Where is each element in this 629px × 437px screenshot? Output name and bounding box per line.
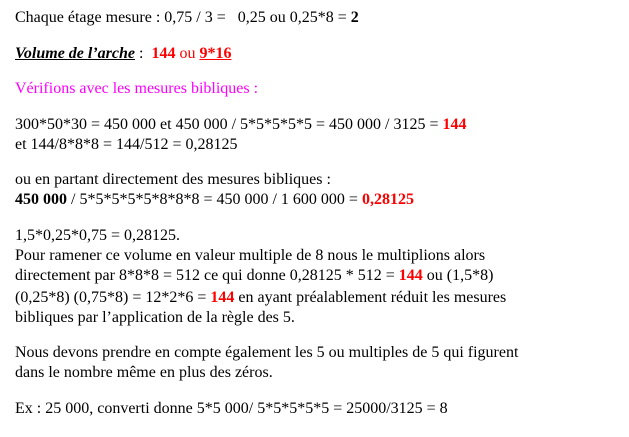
produit-tail: en ayant préalablement réduit les mesures [234, 289, 507, 306]
ramener-text: Pour ramener ce volume en valeur multiple de 8 nous le multiplions alors [15, 247, 486, 264]
line-zeros [15, 363, 273, 383]
volume-product: 9*16 [199, 45, 232, 62]
calc3-start: 450 000 [15, 191, 67, 208]
line-en-partant [15, 170, 331, 190]
line-calcul-1 [15, 115, 467, 135]
calc2-text: et 144/8*8*8 = 144/512 = 0,28125 [15, 136, 238, 153]
line-exemple [15, 399, 448, 419]
line-volume-arche [15, 44, 231, 64]
verifions-text: Vérifions avec les mesures bibliques : [15, 80, 259, 97]
directement-result: 144 [398, 267, 423, 284]
line-nous-devons [15, 343, 518, 363]
volume-value: 144 [151, 45, 176, 62]
regle-text: bibliques par l’application de la règle des 5. [15, 309, 295, 326]
volume-sep: : [135, 45, 152, 62]
produit-text: (0,25*8) (0,75*8) = 12*2*6 = [15, 289, 211, 306]
zeros-text: dans le nombre même en plus des zéros. [15, 364, 273, 381]
line-etage [15, 8, 359, 28]
line-directement [15, 266, 493, 286]
directement-text: directement par 8*8*8 = 512 ce qui donne 0,28125 * 512 = [15, 267, 399, 284]
calc1-result: 144 [442, 116, 467, 133]
volume-heading: Volume de l’arche [15, 45, 135, 62]
line-verifions [15, 79, 258, 99]
partant-text: ou en partant directement des mesures bibliques : [15, 171, 331, 188]
calc4-text: 1,5*0,25*0,75 = 0,28125. [15, 227, 181, 244]
line-calcul-3 [15, 190, 414, 210]
etage-text: Chaque étage mesure : 0,75 / 3 = 0,25 ou 0,25*8 = [15, 9, 351, 26]
calc3-text: / 5*5*5*5*5*8*8*8 = 450 000 / 1 600 000 = [67, 191, 362, 208]
line-regle [15, 308, 295, 328]
volume-or: ou [175, 45, 200, 62]
line-produit [15, 288, 506, 308]
calc3-result: 0,28125 [361, 191, 414, 208]
line-calcul-2 [15, 135, 237, 155]
produit-result: 144 [210, 289, 235, 306]
exemple-text: Ex : 25 000, converti donne 5*5 000/ 5*5*5*5*5 = 25000/3125 = 8 [15, 400, 448, 417]
devons-text: Nous devons prendre en compte également les 5 ou multiples de 5 qui figurent [15, 344, 519, 361]
directement-tail: ou (1,5*8) [422, 267, 494, 284]
line-ramener [15, 246, 485, 266]
calc1-text: 300*50*30 = 450 000 et 450 000 / 5*5*5*5*5 = 450 000 / 3125 = [15, 116, 443, 133]
line-calcul-4 [15, 226, 180, 246]
etage-result: 2 [350, 9, 359, 26]
